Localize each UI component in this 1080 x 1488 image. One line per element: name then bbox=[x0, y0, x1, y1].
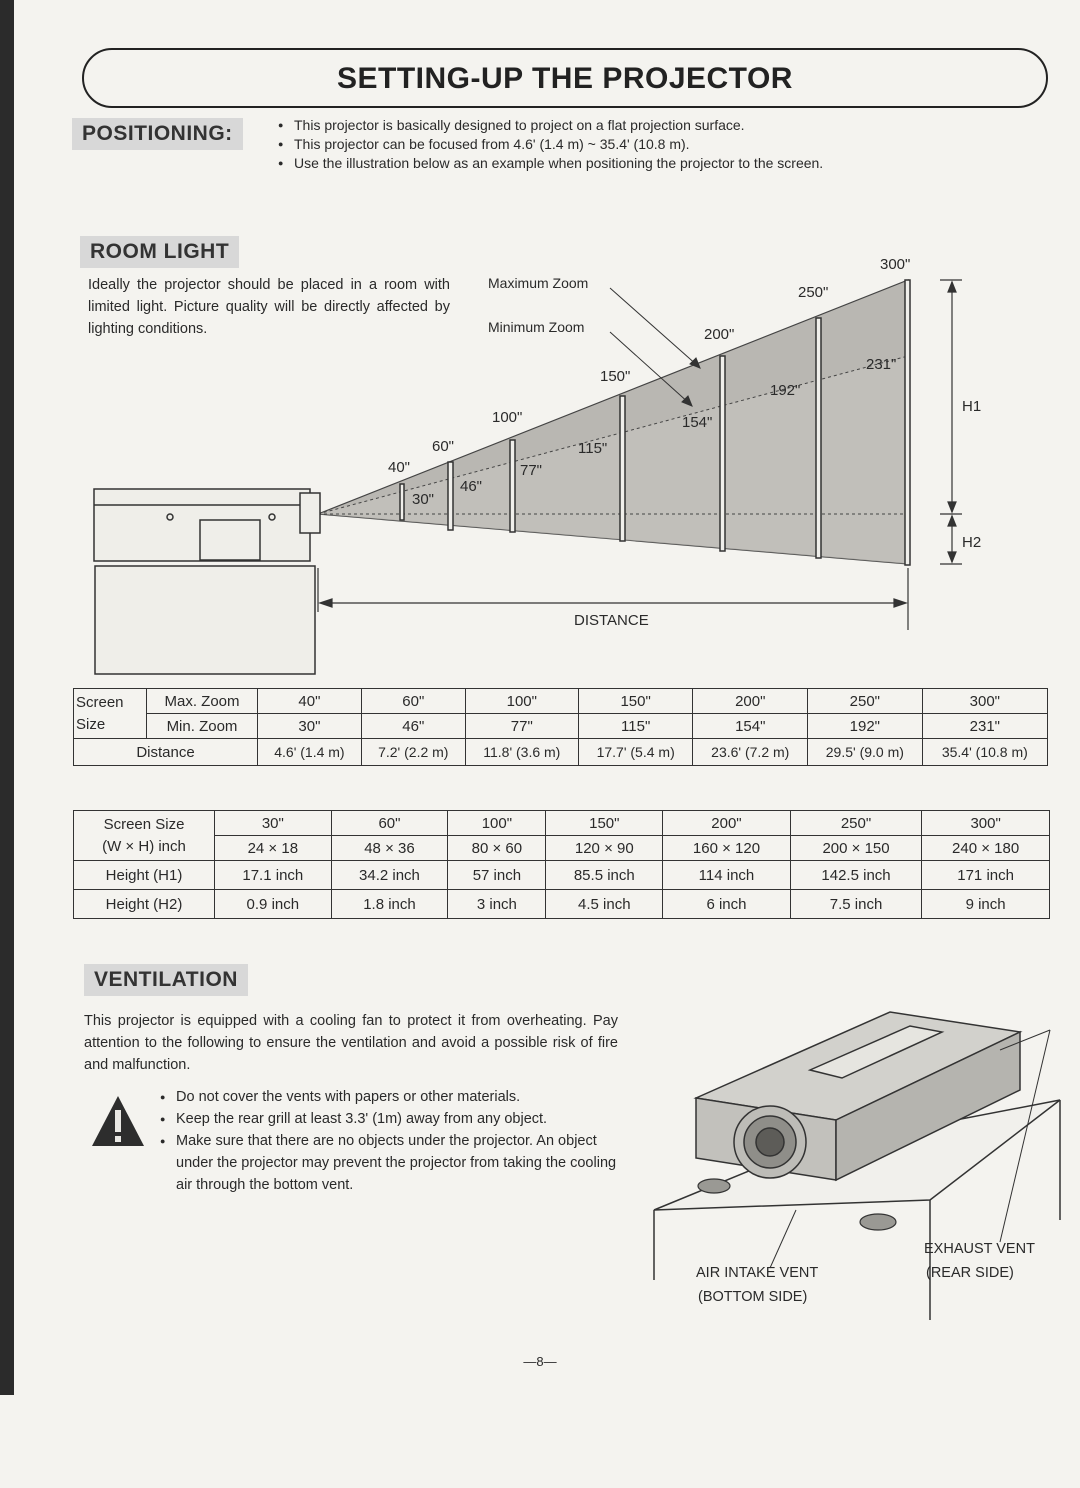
table-cell: 46" bbox=[361, 714, 465, 739]
table-cell: 11.8' (3.6 m) bbox=[465, 739, 578, 766]
table-cell: 300" bbox=[922, 811, 1050, 836]
table-cell: 4.6' (1.4 m) bbox=[258, 739, 362, 766]
table-cell: 192" bbox=[808, 714, 923, 739]
table-cell: 154" bbox=[693, 714, 808, 739]
size-label: Size bbox=[76, 715, 106, 733]
table-cell: 6 inch bbox=[663, 890, 791, 919]
warning-icon bbox=[90, 1094, 146, 1148]
table-cell: 34.2 inch bbox=[331, 861, 448, 890]
table-cell: 23.6' (7.2 m) bbox=[693, 739, 808, 766]
min-size-label: 46" bbox=[460, 478, 483, 495]
table-cell: 150" bbox=[546, 811, 663, 836]
max-zoom-header: Max. Zoom bbox=[147, 689, 258, 714]
table-cell: 7.2' (2.2 m) bbox=[361, 739, 465, 766]
table-cell: 17.7' (5.4 m) bbox=[578, 739, 693, 766]
table-cell: 24 × 18 bbox=[215, 836, 332, 861]
distance-header: Distance bbox=[74, 739, 258, 766]
table-cell: 142.5 inch bbox=[790, 861, 921, 890]
table-cell: 250" bbox=[790, 811, 921, 836]
table-cell: 77" bbox=[465, 714, 578, 739]
projector-side-view bbox=[94, 489, 320, 674]
max-size-label: 60" bbox=[432, 438, 455, 455]
h1-row-header: Height (H1) bbox=[74, 861, 215, 890]
ventilation-bullet: ● Do not cover the vents with papers or other materials. bbox=[160, 1086, 618, 1108]
distance-label: DISTANCE bbox=[574, 612, 649, 629]
lens bbox=[734, 1106, 806, 1178]
page-title: SETTING-UP THE PROJECTOR bbox=[337, 62, 793, 95]
max-size-label: 250" bbox=[798, 284, 829, 301]
positioning-bullet: ● Use the illustration below as an example when positioning the projector to the screen. bbox=[278, 154, 998, 173]
h1-label: H1 bbox=[962, 398, 982, 415]
table-cell: 100" bbox=[448, 811, 546, 836]
table-cell: 35.4' (10.8 m) bbox=[922, 739, 1047, 766]
table-cell: 30" bbox=[258, 714, 362, 739]
min-size-label: 115" bbox=[578, 440, 608, 457]
positioning-bullet: ● This projector is basically designed to project on a flat projection surface. bbox=[278, 116, 998, 135]
air-intake-label: AIR INTAKE VENT bbox=[696, 1265, 819, 1281]
table-cell: 160 × 120 bbox=[663, 836, 791, 861]
table-cell: 231" bbox=[922, 714, 1047, 739]
max-size-label: 40" bbox=[388, 459, 411, 476]
screen-size-label: Screen Size bbox=[103, 815, 185, 833]
min-zoom-label: Minimum Zoom bbox=[488, 319, 585, 335]
table-cell: 0.9 inch bbox=[215, 890, 332, 919]
table-cell: 4.5 inch bbox=[546, 890, 663, 919]
table-cell: 7.5 inch bbox=[790, 890, 921, 919]
table-cell: 200" bbox=[693, 689, 808, 714]
max-size-label: 200" bbox=[704, 326, 735, 343]
screen-size-header bbox=[74, 811, 215, 861]
table-cell: 60" bbox=[361, 689, 465, 714]
table-cell: 57 inch bbox=[448, 861, 546, 890]
table-cell: 200" bbox=[663, 811, 791, 836]
table-cell: 114 inch bbox=[663, 861, 791, 890]
height-dimension bbox=[940, 280, 962, 564]
min-size-label: 77" bbox=[520, 462, 543, 479]
table-cell: 29.5' (9.0 m) bbox=[808, 739, 923, 766]
exhaust-sublabel: (REAR SIDE) bbox=[926, 1265, 1014, 1281]
table-cell: 200 × 150 bbox=[790, 836, 921, 861]
ventilation-text: This projector is equipped with a cooling fan to protect it from overheating. Pay attention to the following to ensure the ventilation and avoid a possible risk of fire and malfunction. bbox=[84, 1013, 618, 1073]
table-cell: 171 inch bbox=[922, 861, 1050, 890]
table-cell: 3 inch bbox=[448, 890, 546, 919]
max-size-label: 300" bbox=[880, 256, 911, 273]
ventilation-heading: VENTILATION bbox=[84, 964, 248, 996]
max-size-label: 100" bbox=[492, 409, 523, 426]
table-cell: 60" bbox=[331, 811, 448, 836]
max-zoom-label: Maximum Zoom bbox=[488, 275, 589, 291]
ventilation-bullets bbox=[160, 1086, 618, 1196]
screen-size-header bbox=[74, 689, 147, 739]
max-size-label: 150" bbox=[600, 368, 631, 385]
table-cell: 17.1 inch bbox=[215, 861, 332, 890]
distance-table bbox=[73, 688, 1048, 766]
positioning-heading: POSITIONING: bbox=[72, 118, 243, 150]
room-light-heading: ROOM LIGHT bbox=[80, 236, 239, 268]
table-cell: 9 inch bbox=[922, 890, 1050, 919]
h2-row-header: Height (H2) bbox=[74, 890, 215, 919]
table-cell: 100" bbox=[465, 689, 578, 714]
table-cell: 250" bbox=[808, 689, 923, 714]
min-size-label: 231" bbox=[866, 356, 897, 373]
table-cell: 115" bbox=[578, 714, 693, 739]
min-size-label: 154" bbox=[682, 414, 713, 431]
table-cell: 85.5 inch bbox=[546, 861, 663, 890]
min-size-label: 30" bbox=[412, 491, 435, 508]
room-light-text: Ideally the projector should be placed in a room with limited light. Picture quality will be directly affected by lighting conditions. bbox=[88, 277, 450, 337]
size-table bbox=[73, 810, 1050, 919]
table-cell: 300" bbox=[922, 689, 1047, 714]
table-cell: 240 × 180 bbox=[922, 836, 1050, 861]
ventilation-bullet: ● Keep the rear grill at least 3.3' (1m) away from any object. bbox=[160, 1108, 618, 1130]
screen-label: Screen bbox=[76, 693, 124, 711]
table-cell: 48 × 36 bbox=[331, 836, 448, 861]
min-size-label: 192" bbox=[770, 382, 801, 399]
table-cell: 30" bbox=[215, 811, 332, 836]
min-zoom-header: Min. Zoom bbox=[147, 714, 258, 739]
h2-label: H2 bbox=[962, 534, 982, 551]
table-cell: 120 × 90 bbox=[546, 836, 663, 861]
table-cell: 150" bbox=[578, 689, 693, 714]
table-cell: 40" bbox=[258, 689, 362, 714]
exhaust-label: EXHAUST VENT bbox=[924, 1241, 1035, 1257]
ventilation-bullet: ● Make sure that there are no objects under the projector. An object under the projector may prevent the projector from taking the cooling air through the bottom vent. bbox=[160, 1130, 618, 1196]
page-number: —8— bbox=[523, 1354, 557, 1369]
positioning-bullet: ● This projector can be focused from 4.6' (1.4 m) ~ 35.4' (10.8 m). bbox=[278, 135, 998, 154]
table-cell: 80 × 60 bbox=[448, 836, 546, 861]
air-intake-sublabel: (BOTTOM SIDE) bbox=[698, 1289, 808, 1305]
table-cell: 1.8 inch bbox=[331, 890, 448, 919]
wh-label: (W × H) inch bbox=[102, 837, 186, 855]
